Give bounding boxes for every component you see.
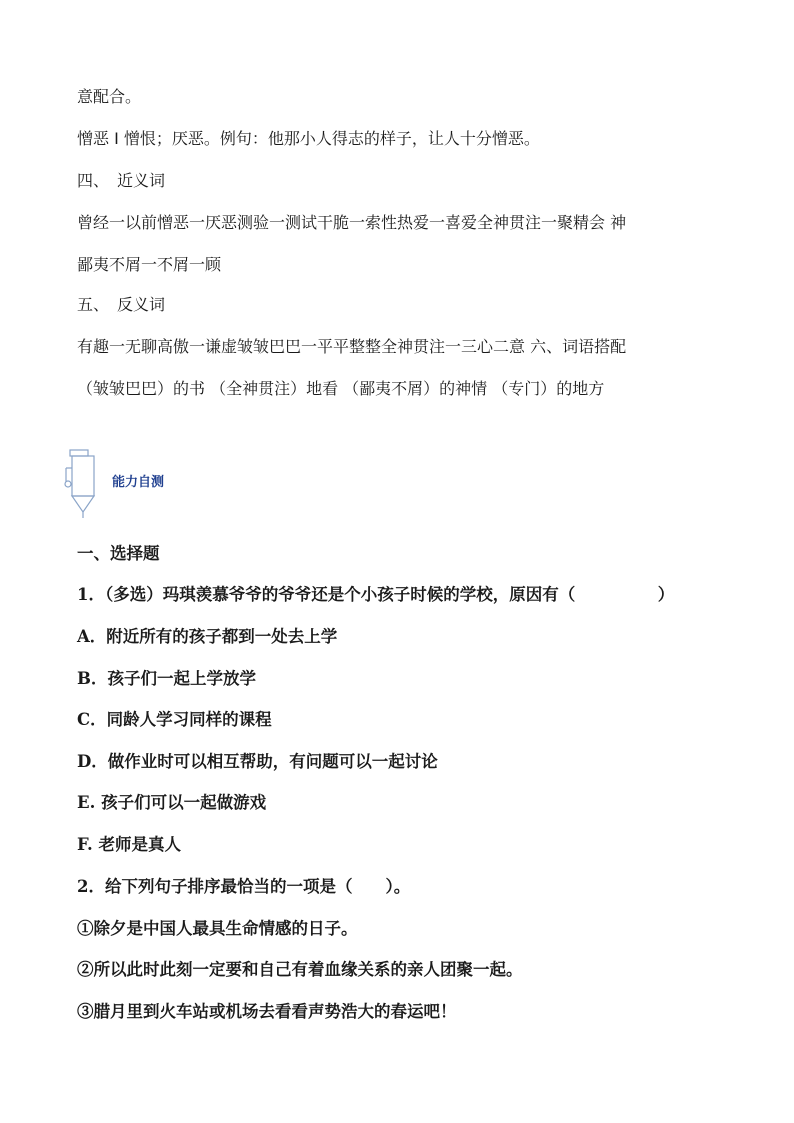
question-1-option-a: A．附近所有的孩子都到一处去上学 bbox=[77, 627, 338, 646]
question-1-stem: 1．（多选）玛琪羡慕爷爷的爷爷还是个小孩子时候的学校，原因有（ ） bbox=[77, 585, 675, 604]
pen-icon bbox=[62, 448, 100, 520]
section-heading-antonyms: 五、 反义词 bbox=[77, 295, 166, 314]
question-2-stem: 2．给下列句子排序最恰当的一项是（ ）。 bbox=[77, 877, 411, 896]
question-1-option-c: C．同龄人学习同样的课程 bbox=[77, 710, 272, 729]
question-2-sentence: ③腊月里到火车站或机场去看看声势浩大的春运吧！ bbox=[77, 1002, 457, 1021]
question-1-option-b: B．孩子们一起上学放学 bbox=[77, 669, 256, 688]
section-label: 能力自测 bbox=[112, 475, 165, 490]
question-2-sentence: ①除夕是中国人最具生命情感的日子。 bbox=[77, 919, 358, 938]
synonym-line: 曾经一以前憎恶一厌恶测验一测试干脆一索性热爱一喜爱全神贯注一聚精会 神 bbox=[77, 213, 627, 232]
question-1-option-e: E. 孩子们可以一起做游戏 bbox=[77, 793, 267, 812]
section-heading-synonyms: 四、 近义词 bbox=[77, 171, 166, 190]
antonym-line: 有趣一无聊高傲一谦虚皱皱巴巴一平平整整全神贯注一三心二意 六、词语搭配 bbox=[77, 337, 627, 356]
quiz-heading: 一、选择题 bbox=[77, 544, 160, 563]
question-1-option-f: F. 老师是真人 bbox=[77, 835, 182, 854]
collocation-line: （皱皱巴巴）的书 （全神贯注）地看 （鄙夷不屑）的神情 （专门）的地方 bbox=[77, 379, 605, 398]
question-2-sentence: ②所以此时此刻一定要和自己有着血缘关系的亲人团聚一起。 bbox=[77, 960, 523, 979]
synonym-line: 鄙夷不屑一不屑一顾 bbox=[77, 255, 222, 274]
question-1-option-d: D．做作业时可以相互帮助，有问题可以一起讨论 bbox=[77, 752, 438, 771]
text-line: 意配合。 bbox=[77, 87, 142, 106]
definition-line: 憎恶 I 憎恨；厌恶。例句：他那小人得志的样子，让人十分憎恶。 bbox=[77, 129, 540, 148]
